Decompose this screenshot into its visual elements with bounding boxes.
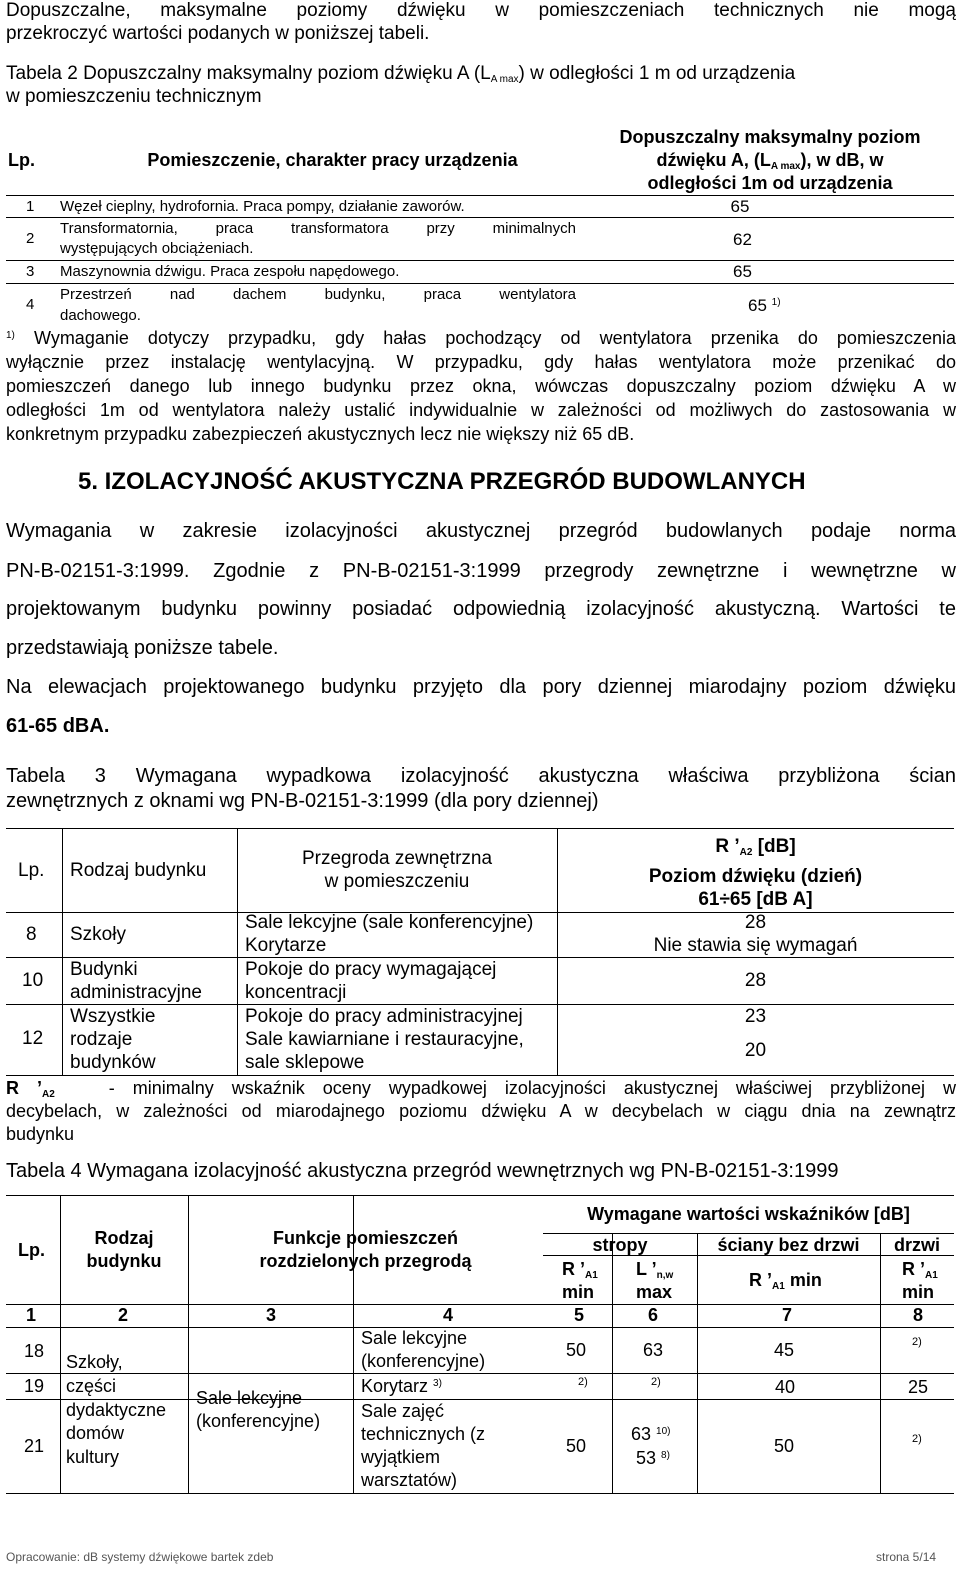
t2-row-value: 62 <box>733 230 752 249</box>
t4-value: 63 $^{10)}$ <box>631 1424 671 1444</box>
t4-col-number: 8 <box>913 1305 924 1325</box>
t4-value: 63 <box>643 1340 664 1360</box>
t4-col-number: 6 <box>648 1305 659 1325</box>
t4-value: 53 $^{8)}$ <box>636 1448 670 1468</box>
footer-page-number: strona 5/14 <box>876 1550 937 1564</box>
t4-value-note: 2) <box>912 1433 922 1445</box>
table3-note: decybelach, w zależności od miarodajnego poziomu dźwięku A w decybelach w ciągu dnia na zewnątrz <box>6 1101 956 1121</box>
t4-header-function: rozdzielonych przegrodą <box>259 1251 472 1271</box>
t3-row-partition: Pokoje do pracy wymagającej <box>245 959 497 980</box>
t3-row-value: 28 <box>744 912 767 933</box>
t4-col-number: 3 <box>266 1305 277 1325</box>
t2-row-desc: Maszynownia dźwigu. Praca zespołu napędowego. <box>60 263 400 280</box>
t4-adjacent-room: Korytarz $^{3)}$ <box>361 1376 442 1396</box>
t3-row-partition: Sale lekcyjne (sale konferencyjne) <box>245 912 534 933</box>
footnote-1: konkretnym przypadku zabezpieczeń akustycznych lecz nie większy niż 65 dB. <box>6 424 635 444</box>
t4-value: 50 <box>774 1436 795 1456</box>
t4-value: 25 <box>908 1377 929 1397</box>
t3-row-partition: Korytarze <box>245 935 327 956</box>
t3-row-partition: koncentracji <box>245 982 347 1003</box>
t2-row-desc: dachowego. <box>60 307 141 324</box>
t4-building-type: dydaktyczne <box>66 1400 167 1420</box>
t4-header-door-r: R $’_{A1}$ <box>902 1259 938 1281</box>
t4-adjacent-room: Sale zajęć <box>361 1401 445 1421</box>
intro-line: Dopuszczalne, maksymalne poziomy dźwięku w pomieszczeniach technicznych nie mogą <box>6 0 956 21</box>
t2-row-lp: 2 <box>26 230 35 247</box>
t4-col-number: 2 <box>118 1305 129 1325</box>
t2-row-desc: Transformatornia, praca transformatora przy minimalnych <box>60 220 576 237</box>
t2-row-lp: 3 <box>26 263 35 280</box>
table3-caption: zewnętrznych z oknami wg PN-B-02151-3:1999 (dla pory dziennej) <box>6 790 599 812</box>
t2-row-value: 65 $^{1)}$ <box>748 296 781 315</box>
t4-building-type: domów <box>66 1423 125 1443</box>
footnote-1: wyłącznie przez instalację wentylacyjną. W przypadku, gdy hałas wentylatora może przenikać do <box>6 352 956 372</box>
t2-row-value: 65 <box>733 262 752 281</box>
t2-row-lp: 1 <box>26 198 35 215</box>
t4-header-max: max <box>636 1282 673 1302</box>
table3-note: budynku <box>6 1124 75 1144</box>
t4-header-lp: Lp. <box>18 1240 45 1260</box>
t4-header-ceilings: stropy <box>592 1235 648 1255</box>
t4-value: 50 <box>566 1340 587 1360</box>
t4-adjacent-room: technicznych (z <box>361 1424 486 1444</box>
t3-row-type: Szkoły <box>70 924 126 945</box>
table3-caption: Tabela 3 Wymagana wypadkowa izolacyjność akustyczna właściwa przybliżona ścian <box>6 765 956 787</box>
section-heading: 5. IZOLACYJNOŚĆ AKUSTYCZNA PRZEGRÓD BUDOWLANYCH <box>78 468 806 495</box>
t4-value: 40 <box>775 1377 796 1397</box>
t2-row-lp: 4 <box>26 296 35 313</box>
t3-row-value: 20 <box>744 1040 767 1061</box>
footer-author: Opracowanie: dB systemy dźwiękowe bartek zdeb <box>6 1550 274 1564</box>
t4-adjacent-room: Sale lekcyjne <box>361 1328 468 1348</box>
t4-col-number: 4 <box>443 1305 454 1325</box>
t2-row-desc: Węzeł cieplny, hydrofornia. Praca pompy, działanie zaworów. <box>60 198 465 215</box>
t3-row-type: rodzaje <box>70 1029 133 1050</box>
t4-value-note: 2) <box>912 1336 922 1348</box>
t4-header-l: L $’_{n,w}$ <box>636 1259 674 1281</box>
t4-header-door-min: min <box>902 1282 935 1302</box>
t4-header-doors: drzwi <box>893 1235 940 1255</box>
table2-caption-line2: w pomieszczeniu technicznym <box>6 86 262 107</box>
t4-row-lp: 19 <box>24 1376 45 1396</box>
t2-header-room: Pomieszczenie, charakter pracy urządzenia <box>147 150 518 170</box>
t3-row-type: budynków <box>70 1052 156 1073</box>
t4-building-type: kultury <box>66 1447 120 1467</box>
t3-row-value: 28 <box>744 970 767 991</box>
t3-row-value: Nie stawia się wymagań <box>653 935 858 956</box>
section5-paragraph: 61-65 dBA. <box>6 715 110 737</box>
t4-header-min: min <box>562 1282 595 1302</box>
t3-row-lp: 12 <box>22 1028 44 1049</box>
t3-row-lp: 8 <box>26 924 37 945</box>
section5-paragraph: PN-B-02151-3:1999. Zgodnie z PN-B-02151-3:1999 przegrody zewnętrzne i wewnętrzne w <box>6 560 956 582</box>
intro-line: przekroczyć wartości podanych w poniższej tabeli. <box>6 23 430 44</box>
t3-row-partition: Sale kawiarniane i restauracyjne, <box>245 1029 524 1050</box>
t3-row-lp: 10 <box>22 970 44 991</box>
t3-header-level: 61÷65 [dB A] <box>698 889 813 910</box>
t3-header-partition: Przegroda zewnętrzna <box>301 848 493 869</box>
t4-header-type: budynku <box>86 1251 162 1271</box>
t4-room-function: (konferencyjne) <box>196 1411 321 1431</box>
t4-col-number: 7 <box>782 1305 793 1325</box>
footnote-1: $^{1)}$ Wymaganie dotyczy przypadku, gdy hałas pochodzący od wentylatora przenika do pomieszczenia <box>6 328 956 348</box>
t4-header-r: R $’_{A1}$ <box>562 1259 598 1281</box>
t4-row-lp: 18 <box>24 1341 45 1361</box>
t3-header-level: Poziom dźwięku (dzień) <box>648 866 863 887</box>
section5-paragraph: projektowanym budynku powinny posiadać odpowiednią izolacyjność akustyczną. Wartości te <box>6 598 956 620</box>
t3-header-lp: Lp. <box>18 860 45 881</box>
t4-room-function: Sale lekcyjne <box>196 1388 303 1408</box>
section5-paragraph: przedstawiają poniższe tabele. <box>6 637 279 659</box>
table3-note: R $’_{A2}$ - minimalny wskaźnik oceny wypadkowej izolacyjności akustycznej właściwej przybliżonej w <box>6 1078 956 1100</box>
table2-caption: Tabela 2 Dopuszczalny maksymalny poziom dźwięku A $(L_{A max})$ w odległości 1 m od urządzenia <box>6 63 796 85</box>
t4-header-wall-r: R $’_{A1}$ min <box>749 1270 822 1292</box>
t4-value: 50 <box>566 1436 587 1456</box>
t2-row-value: 65 <box>730 197 750 216</box>
t4-building-type: części <box>66 1376 117 1396</box>
t3-header-type: Rodzaj budynku <box>70 860 207 881</box>
section5-paragraph: Na elewacjach projektowanego budynku przyjęto dla pory dziennej miarodajny poziom dźwięku <box>6 676 956 698</box>
t4-building-type: Szkoły, <box>66 1352 123 1372</box>
t4-header-type: Rodzaj <box>94 1228 154 1248</box>
t4-adjacent-room: (konferencyjne) <box>361 1351 486 1371</box>
t4-adjacent-room: warsztatów) <box>361 1470 458 1490</box>
t4-header-walls: ściany bez drzwi <box>717 1235 860 1255</box>
t3-row-type: Wszystkie <box>70 1006 156 1027</box>
t2-header-level: Dopuszczalny maksymalny poziom <box>619 127 921 147</box>
t2-row-desc: Przestrzeń nad dachem budynku, praca wentylatora <box>60 286 576 303</box>
t4-adjacent-room: wyjątkiem <box>361 1447 441 1467</box>
t4-value-note: 2) <box>578 1376 588 1388</box>
t3-row-value: 23 <box>744 1006 767 1027</box>
footnote-1: odległości 1m od wentylatora należy ustalić indywidualnie w zależności od możliwych do zastosowania w <box>6 400 956 420</box>
t3-row-partition: sale sklepowe <box>245 1052 365 1073</box>
t4-header-required: Wymagane wartości wskaźników [dB] <box>587 1204 910 1224</box>
t4-header-function: Funkcje pomieszczeń <box>272 1228 459 1248</box>
t4-col-number: 5 <box>574 1305 585 1325</box>
t3-header-r: R $’_{A2}$ [dB] <box>715 836 796 858</box>
t2-header-level: dźwięku A, $(L_{A max})$, w dB, w <box>656 150 884 172</box>
footnote-1: pomieszczeń danego lub innego budynku przez okna, wówczas dopuszczalny poziom dźwięku A w <box>6 376 956 396</box>
t2-row-desc: występujących obciążeniach. <box>60 240 254 257</box>
t4-value: 45 <box>774 1340 795 1360</box>
t2-header-lp: Lp. <box>8 150 35 170</box>
table4-caption: Tabela 4 Wymagana izolacyjność akustyczna przegród wewnętrznych wg PN-B-02151-3:1999 <box>6 1160 839 1182</box>
t2-header-level: odległości 1m od urządzenia <box>647 173 893 193</box>
t4-value-note: 2) <box>651 1376 661 1388</box>
t3-row-partition: Pokoje do pracy administracyjnej <box>245 1006 523 1027</box>
t4-row-lp: 21 <box>24 1436 45 1456</box>
section5-paragraph: Wymagania w zakresie izolacyjności akustycznej przegród budowlanych podaje norma <box>6 520 956 542</box>
t3-row-type: Budynki <box>70 959 138 980</box>
t3-header-partition: w pomieszczeniu <box>324 871 470 892</box>
t3-row-type: administracyjne <box>70 982 202 1003</box>
t4-col-number: 1 <box>26 1305 37 1325</box>
